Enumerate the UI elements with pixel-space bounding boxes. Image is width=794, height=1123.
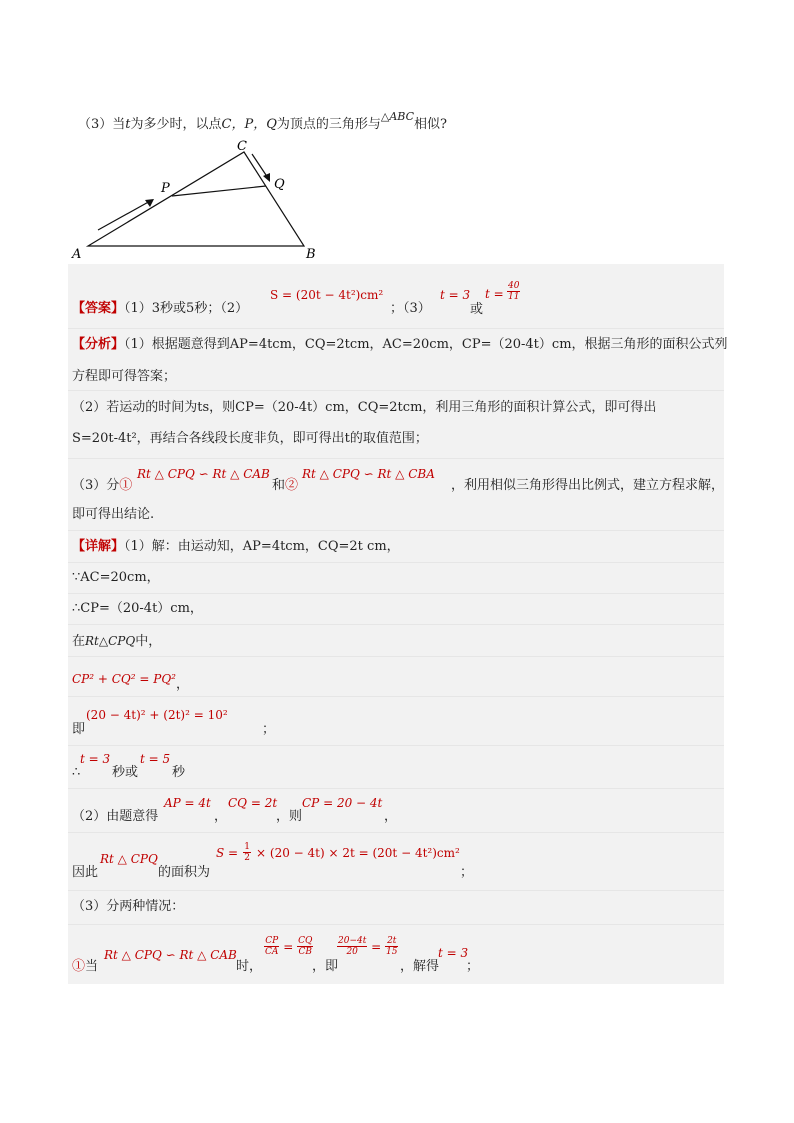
answer-tag: 【答案】 bbox=[72, 301, 125, 316]
detail-l9-expr: × (20 − 4t) × 2t = (20t − 4t²)cm² bbox=[256, 846, 460, 860]
analysis-line1 bbox=[72, 336, 728, 354]
detail-l7-pre: ∴ bbox=[72, 765, 81, 780]
analysis-line5-pre: （3）分 bbox=[72, 478, 120, 493]
detail-l11-fracs: $\frac{CP}{CA}$ = $\frac{CQ}{CB}$ bbox=[265, 936, 313, 957]
arrow-cq-head bbox=[263, 173, 270, 182]
divider bbox=[68, 562, 724, 563]
detail-f3-num: 20−4t bbox=[338, 936, 367, 946]
analysis-line4: S=20t-4t²，再结合各线段长度非负，即可得出t的取值范围； bbox=[72, 431, 428, 446]
detail-l11-post: ； bbox=[466, 959, 480, 974]
detail-l8-pre: （2）由题意得 bbox=[72, 809, 159, 824]
detail-l7-b: t = 5 bbox=[140, 752, 171, 766]
detail-l8-c: CP = 20 − 4t bbox=[302, 796, 383, 810]
triangle-figure bbox=[66, 138, 326, 262]
question-triangle: △ABC bbox=[380, 110, 415, 123]
detail-l6-post: ； bbox=[262, 722, 276, 737]
answer-t-eq: t = bbox=[485, 287, 504, 301]
detail-f3-den: 20 bbox=[346, 947, 358, 957]
divider bbox=[68, 788, 724, 789]
analysis-line3: （2）若运动的时间为ts，则CP=（20-4t）cm，CQ=2tcm，利用三角形的面积计算公式，即可得出 bbox=[72, 400, 657, 415]
detail-l9-mid: 的面积为 bbox=[158, 865, 211, 880]
detail-l11-sim: Rt △ CPQ ∽ Rt △ CAB bbox=[104, 948, 237, 962]
detail-tag: 【详解】 bbox=[72, 539, 125, 554]
analysis-line5-post: ，利用相似三角形得出比例式，建立方程求解， bbox=[451, 478, 725, 493]
detail-l9-half bbox=[243, 842, 251, 863]
detail-l8-a: AP = 4t bbox=[164, 796, 211, 810]
divider bbox=[68, 458, 724, 459]
analysis-tag: 【分析】 bbox=[72, 337, 125, 352]
detail-l4-math: Rt△CPQ bbox=[85, 634, 136, 648]
divider bbox=[68, 656, 724, 657]
answer-part1: （1）3秒或5秒；（2） bbox=[124, 301, 249, 316]
divider bbox=[68, 530, 724, 531]
detail-l11-time: 时， bbox=[236, 959, 263, 974]
detail-l8-post: ， bbox=[384, 809, 398, 824]
detail-f2-den: CB bbox=[298, 947, 312, 957]
detail-l9-post: ； bbox=[460, 865, 474, 880]
detail-l7-post: 秒 bbox=[172, 765, 186, 780]
divider bbox=[68, 593, 724, 594]
triangle-abc bbox=[88, 152, 304, 246]
detail-l11-ji: ，即 bbox=[312, 959, 339, 974]
question-suffix: 相似? bbox=[414, 117, 447, 132]
question-line bbox=[78, 110, 447, 134]
detail-l9-half-num: 1 bbox=[244, 842, 250, 852]
detail-l9-tri: Rt △ CPQ bbox=[100, 852, 158, 866]
detail-line4 bbox=[72, 632, 161, 651]
detail-f2-num: CQ bbox=[298, 936, 313, 946]
answer-frac-den: 11 bbox=[508, 292, 520, 302]
divider bbox=[68, 924, 724, 925]
detail-l6-pre: 即 bbox=[72, 722, 86, 737]
detail-l11-solve: ，解得 bbox=[400, 959, 440, 974]
question-mid2: 为顶点的三角形与 bbox=[276, 117, 381, 132]
detail-l5: CP² + CQ² = PQ² bbox=[72, 672, 176, 686]
divider bbox=[68, 832, 724, 833]
detail-line3: ∴CP=（20-4t）cm， bbox=[72, 601, 203, 616]
detail-line2: ∵AC=20cm， bbox=[72, 570, 160, 585]
divider bbox=[68, 890, 724, 891]
arrow-ap bbox=[98, 200, 152, 230]
question-points: C，P，Q bbox=[221, 117, 277, 132]
analysis-sim1: Rt △ CPQ ∽ Rt △ CAB bbox=[137, 467, 270, 481]
detail-line1 bbox=[72, 538, 400, 556]
detail-l11-when: 当 bbox=[85, 959, 99, 974]
analysis-and bbox=[272, 477, 298, 495]
answer-s-expr: S = (20t − 4t²)cm² bbox=[270, 288, 384, 302]
detail-l11-fracs2: $\frac{20-4t}{20}$ = $\frac{2t}{15}$ bbox=[338, 936, 398, 957]
answer-part3: ；（3） bbox=[390, 301, 431, 316]
label-b: B bbox=[306, 247, 316, 262]
question-mid: 为多少时，以点 bbox=[130, 117, 222, 132]
analysis-line6: 即可得出结论. bbox=[72, 507, 155, 522]
detail-l9-s: S = bbox=[216, 846, 239, 860]
arrow-cq bbox=[252, 154, 268, 178]
detail-f4-num: 2t bbox=[385, 936, 398, 947]
detail-line5 bbox=[72, 668, 176, 687]
label-a: A bbox=[72, 247, 82, 262]
detail-l9-half-den: 2 bbox=[244, 853, 250, 863]
answer-or: 或 bbox=[470, 302, 484, 317]
detail-f4-den: 15 bbox=[386, 947, 398, 957]
question-prefix: （3）当 bbox=[78, 117, 126, 132]
analysis-text1: （1）根据题意得到AP=4tcm，CQ=2tcm，AC=20cm，CP=（20-4t）cm，根据三角形的面积公式列 bbox=[124, 337, 728, 352]
analysis-circ1: ① bbox=[119, 478, 133, 493]
detail-f1-num: CP bbox=[265, 936, 279, 946]
analysis-line2: 方程即可得答案； bbox=[72, 369, 177, 384]
detail-l7-a: t = 3 bbox=[80, 752, 111, 766]
analysis-and-text: 和 bbox=[272, 478, 286, 493]
label-c: C bbox=[237, 139, 247, 154]
analysis-sim2: Rt △ CPQ ∽ Rt △ CBA bbox=[302, 467, 435, 481]
label-q: Q bbox=[274, 177, 285, 192]
detail-l11-start bbox=[72, 958, 98, 976]
divider bbox=[68, 624, 724, 625]
divider bbox=[68, 745, 724, 746]
detail-line10: （3）分两种情况： bbox=[72, 899, 185, 914]
analysis-circ2: ② bbox=[285, 478, 299, 493]
question-t: t bbox=[125, 117, 131, 132]
detail-l11-circ: ① bbox=[72, 959, 86, 974]
detail-l11-t: t = 3 bbox=[438, 946, 469, 960]
detail-l4-pre: 在 bbox=[72, 634, 86, 649]
detail-l7-mid: 秒或 bbox=[112, 765, 139, 780]
detail-l4-post: 中， bbox=[135, 634, 162, 649]
answer-frac-num: 40 bbox=[508, 281, 520, 291]
answer-fraction bbox=[507, 281, 520, 302]
label-p: P bbox=[161, 181, 170, 196]
answer-line bbox=[72, 300, 248, 318]
divider bbox=[68, 328, 724, 329]
analysis-line5 bbox=[72, 477, 132, 495]
detail-f1-den: CA bbox=[265, 947, 279, 957]
divider bbox=[68, 696, 724, 697]
divider bbox=[68, 390, 724, 391]
detail-l9-formula bbox=[216, 842, 460, 863]
detail-l6-math: (20 − 4t)² + (2t)² = 10² bbox=[86, 708, 228, 722]
detail-l5-post: ， bbox=[176, 677, 190, 692]
detail-l8-b: CQ = 2t bbox=[228, 796, 278, 810]
detail-l8-then: ，则 bbox=[276, 809, 303, 824]
detail-l8-comma: ， bbox=[214, 809, 228, 824]
detail-l9-pre: 因此 bbox=[72, 865, 99, 880]
answer-t3: t = 3 bbox=[440, 288, 471, 302]
detail-l1: （1）解：由运动知，AP=4tcm，CQ=2t cm， bbox=[124, 539, 400, 554]
